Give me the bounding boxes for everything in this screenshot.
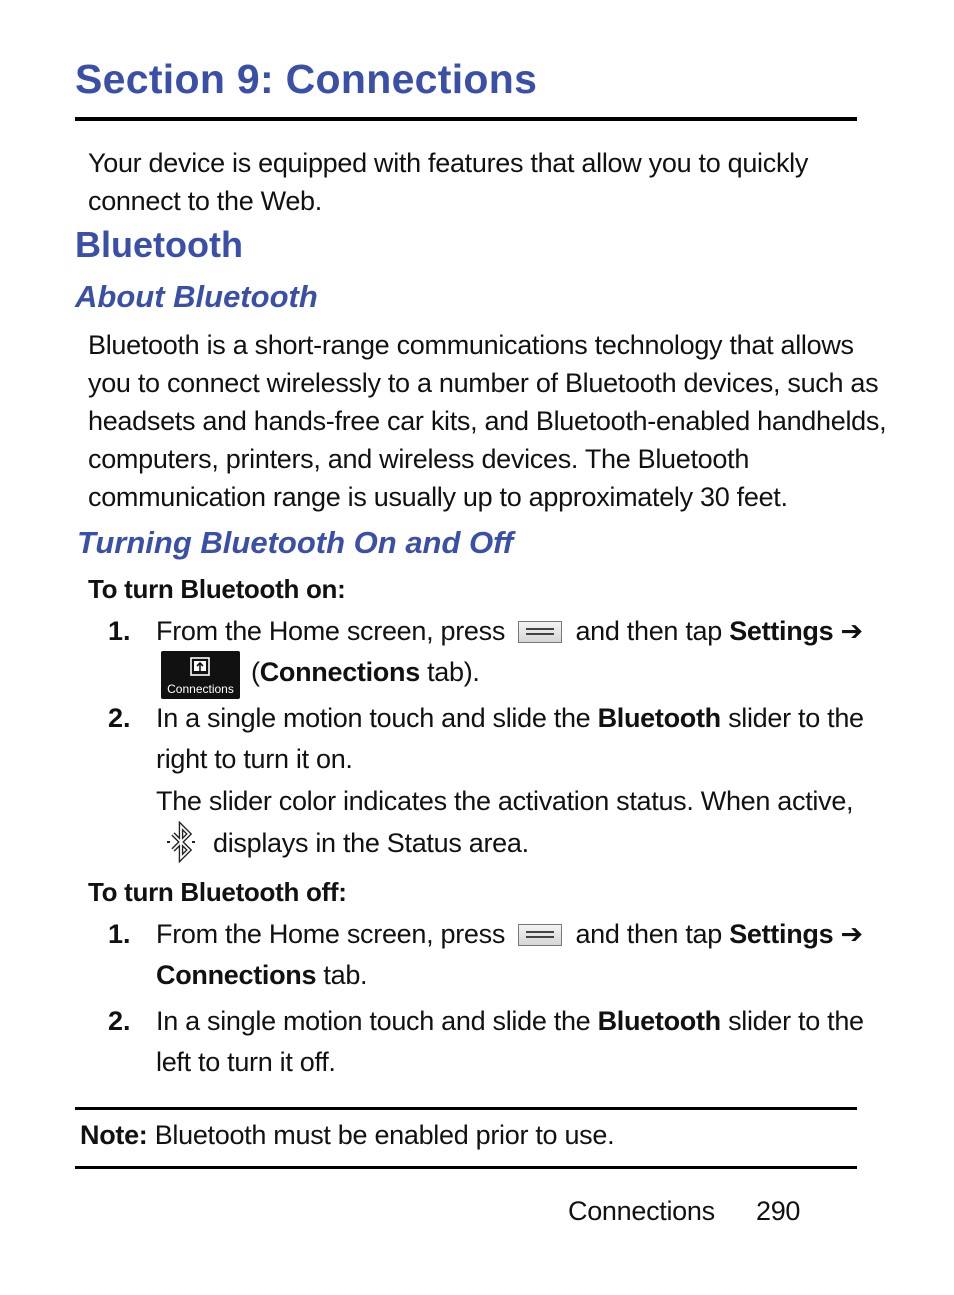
status-note-line-1: The slider color indicates the activation status. When active, (156, 786, 854, 816)
turn-on-subheading: To turn Bluetooth on: (88, 574, 346, 604)
step-text: slider to the (728, 1006, 864, 1036)
note (80, 1120, 614, 1151)
note-rule-top (75, 1107, 857, 1110)
step-text: From the Home screen, press (156, 616, 506, 646)
step-text: In a single motion touch and slide the (156, 703, 591, 733)
step-text: From the Home screen, press (156, 919, 506, 949)
step-number: 2. (108, 703, 131, 733)
about-line-4: computers, printers, and wireless devices. The Bluetooth (88, 444, 750, 474)
turn-off-step-2-line-2: left to turn it off. (156, 1047, 336, 1077)
footer-section: Connections (568, 1196, 715, 1226)
turn-off-subheading: To turn Bluetooth off: (88, 877, 347, 907)
about-line-3: headsets and hands-free car kits, and Bluetooth-enabled handhelds, (88, 406, 887, 436)
bluetooth-label: Bluetooth (597, 703, 721, 733)
turn-off-step-2 (156, 1006, 864, 1037)
connections-tab-text (251, 657, 480, 688)
step-text: slider to the (728, 703, 864, 733)
note-label: Note: (80, 1120, 148, 1150)
arrow-icon: ➔ (840, 919, 863, 949)
settings-label: Settings (729, 616, 834, 646)
turn-on-step-2-line-2: right to turn it on. (156, 744, 353, 774)
about-line-1: Bluetooth is a short-range communications technology that allows (88, 330, 854, 360)
step-number: 1. (108, 919, 131, 949)
settings-label: Settings (729, 919, 834, 949)
note-rule-bottom (75, 1166, 857, 1169)
tab-text: tab. (316, 960, 368, 990)
tab-text: tab). (419, 657, 480, 687)
intro-line-2: connect to the Web. (88, 186, 322, 216)
step-text: and then tap (575, 919, 722, 949)
turn-on-step-1 (156, 616, 863, 647)
step-number: 1. (108, 616, 131, 646)
turn-on-step-2 (156, 703, 864, 734)
turning-bluetooth-heading: Turning Bluetooth On and Off (77, 525, 514, 560)
title-rule (75, 117, 857, 121)
connections-label: Connections (259, 657, 420, 687)
menu-key-icon (518, 621, 562, 643)
connections-glyph-icon (188, 655, 212, 679)
bluetooth-icon (163, 821, 199, 871)
note-text: Bluetooth must be enabled prior to use. (147, 1120, 615, 1150)
about-line-2: you to connect wirelessly to a number of Bluetooth devices, such as (88, 368, 879, 398)
step-text: In a single motion touch and slide the (156, 1006, 591, 1036)
intro-line-1: Your device is equipped with features that allow you to quickly (88, 148, 809, 178)
connections-tab-icon (161, 651, 240, 699)
about-line-5: communication range is usually up to approximately 30 feet. (88, 482, 788, 512)
bluetooth-label: Bluetooth (597, 1006, 721, 1036)
status-note-line-2: displays in the Status area. (213, 828, 529, 858)
bluetooth-heading: Bluetooth (75, 224, 243, 265)
turn-off-step-1-line-2 (156, 960, 367, 991)
arrow-icon: ➔ (840, 616, 863, 646)
connections-label: Connections (156, 960, 317, 990)
page-number: 290 (756, 1196, 801, 1226)
paren: ( (251, 657, 260, 687)
menu-key-icon (518, 924, 562, 946)
section-title: Section 9: Connections (75, 56, 538, 102)
step-text: and then tap (575, 616, 722, 646)
about-bluetooth-heading: About Bluetooth (75, 279, 318, 314)
turn-off-step-1 (156, 919, 863, 950)
step-number: 2. (108, 1006, 131, 1036)
connections-icon-label: Connections (167, 682, 234, 696)
